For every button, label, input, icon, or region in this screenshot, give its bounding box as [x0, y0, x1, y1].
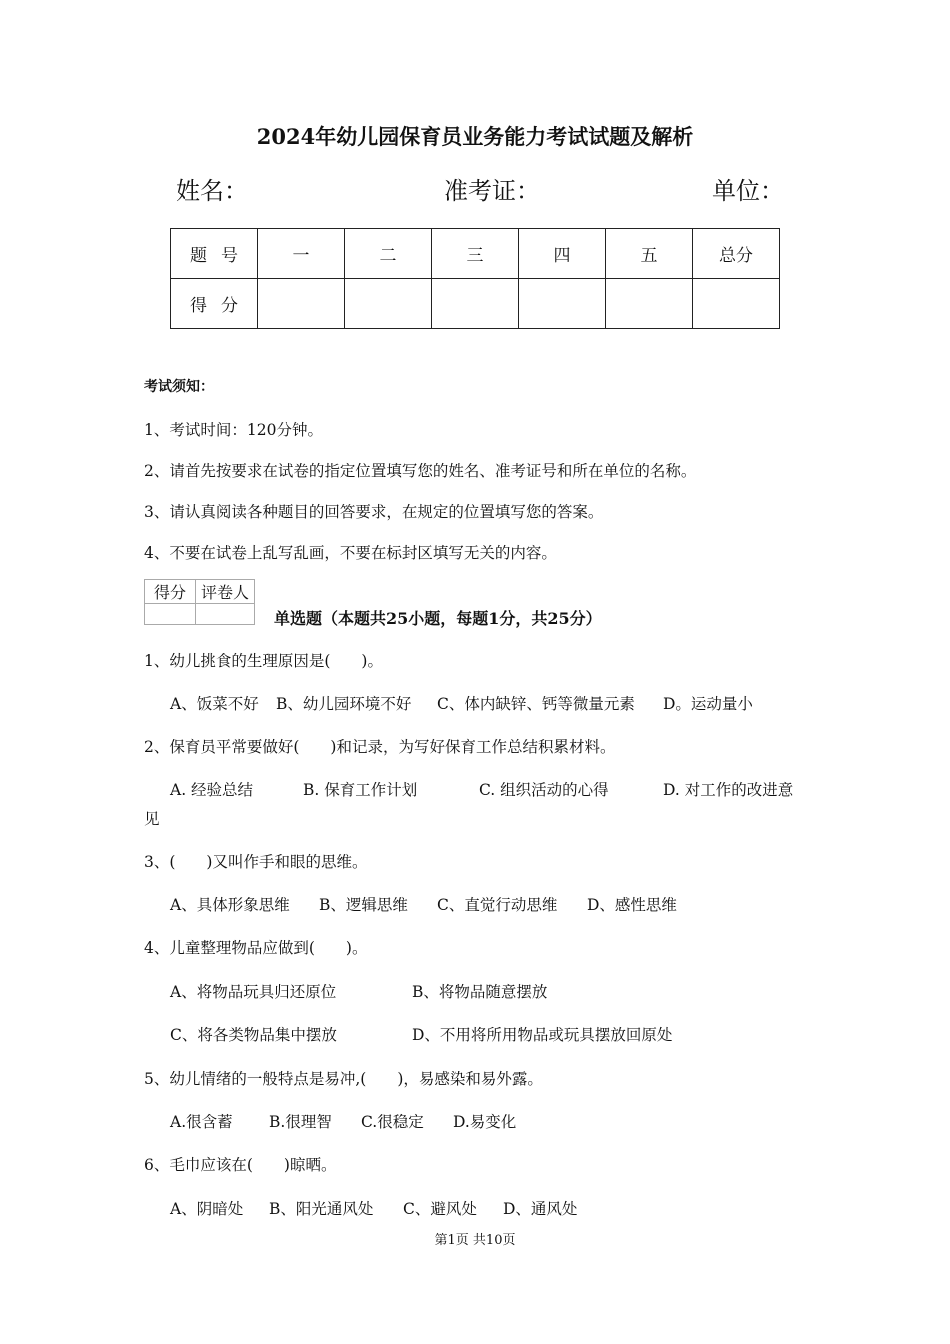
question-option: B、将物品随意摆放	[412, 983, 548, 1001]
question-option: C. 组织活动的心得	[479, 781, 609, 799]
notice-item: 1、考试时间：120分钟。	[144, 421, 323, 439]
question-option: C、直觉行动思维	[437, 896, 558, 914]
score-table	[170, 228, 780, 329]
question-option: A.很含蓄	[170, 1113, 233, 1131]
score-table-header: 总分	[693, 229, 780, 279]
score-table-header: 题号	[171, 229, 258, 279]
question-option: D、通风处	[503, 1200, 578, 1218]
page-title: 2024年幼儿园保育员业务能力考试试题及解析	[256, 124, 694, 149]
score-cell[interactable]	[606, 279, 693, 329]
question-option: D、感性思维	[587, 896, 677, 914]
section-heading: 单选题（本题共25小题，每题1分，共25分）	[274, 609, 602, 628]
score-table-header: 四	[519, 229, 606, 279]
question-option: D、不用将所用物品或玩具摆放回原处	[412, 1026, 673, 1044]
grader-box	[144, 579, 255, 625]
question-stem: 2、保育员平常要做好( )和记录，为写好保育工作总结积累材料。	[144, 738, 616, 756]
score-table-header-row	[171, 229, 780, 279]
score-cell[interactable]	[693, 279, 780, 329]
score-cell[interactable]	[345, 279, 432, 329]
notice-item: 3、请认真阅读各种题目的回答要求，在规定的位置填写您的答案。	[144, 503, 604, 521]
score-cell[interactable]	[519, 279, 606, 329]
score-table-score-row	[171, 279, 780, 329]
question-option: A、具体形象思维	[170, 896, 290, 914]
question-stem: 6、毛巾应该在( )晾晒。	[144, 1156, 337, 1174]
question-option: D。运动量小	[663, 695, 753, 713]
question-stem: 5、幼儿情绪的一般特点是易冲,( )，易感染和易外露。	[144, 1070, 543, 1088]
score-cell[interactable]	[432, 279, 519, 329]
question-option: B、逻辑思维	[319, 896, 408, 914]
question-option: A、饭菜不好	[170, 695, 259, 713]
question-option: B.很理智	[269, 1113, 332, 1131]
score-table-header: 五	[606, 229, 693, 279]
question-option: D.易变化	[453, 1113, 517, 1131]
question-option: D. 对工作的改进意	[663, 781, 794, 799]
question-option: A、阴暗处	[170, 1200, 244, 1218]
question-option: C.很稳定	[361, 1113, 424, 1131]
grader-name-label: 评卷人	[196, 580, 255, 604]
name-field-label: 姓名：	[176, 177, 248, 205]
question-stem: 4、儿童整理物品应做到( )。	[144, 939, 368, 957]
score-row-label: 得分	[171, 279, 258, 329]
question-stem: 3、( )又叫作手和眼的思维。	[144, 853, 368, 871]
notice-heading: 考试须知：	[144, 379, 214, 395]
score-table-header: 一	[258, 229, 345, 279]
grader-score-label: 得分	[145, 580, 196, 604]
score-cell[interactable]	[258, 279, 345, 329]
question-option-wrap: 见	[144, 810, 160, 828]
notice-item: 4、不要在试卷上乱写乱画，不要在标封区填写无关的内容。	[144, 544, 557, 562]
question-option: C、将各类物品集中摆放	[170, 1026, 337, 1044]
question-option: A、将物品玩具归还原位	[170, 983, 337, 1001]
question-option: A. 经验总结	[170, 781, 254, 799]
grader-score-cell[interactable]	[145, 604, 196, 625]
question-option: C、避风处	[403, 1200, 477, 1218]
unit-field-label: 单位：	[712, 177, 784, 205]
question-option: B、阳光通风处	[269, 1200, 374, 1218]
score-table-header: 三	[432, 229, 519, 279]
question-stem: 1、幼儿挑食的生理原因是( )。	[144, 652, 383, 670]
question-option: C、体内缺锌、钙等微量元素	[437, 695, 635, 713]
score-table-header: 二	[345, 229, 432, 279]
exam-id-field-label: 准考证：	[444, 177, 540, 205]
question-option: B、幼儿园环境不好	[276, 695, 412, 713]
notice-item: 2、请首先按要求在试卷的指定位置填写您的姓名、准考证号和所在单位的名称。	[144, 462, 697, 480]
page-footer: 第1页 共10页	[434, 1233, 516, 1248]
question-option: B. 保育工作计划	[303, 781, 418, 799]
grader-name-cell[interactable]	[196, 604, 255, 625]
